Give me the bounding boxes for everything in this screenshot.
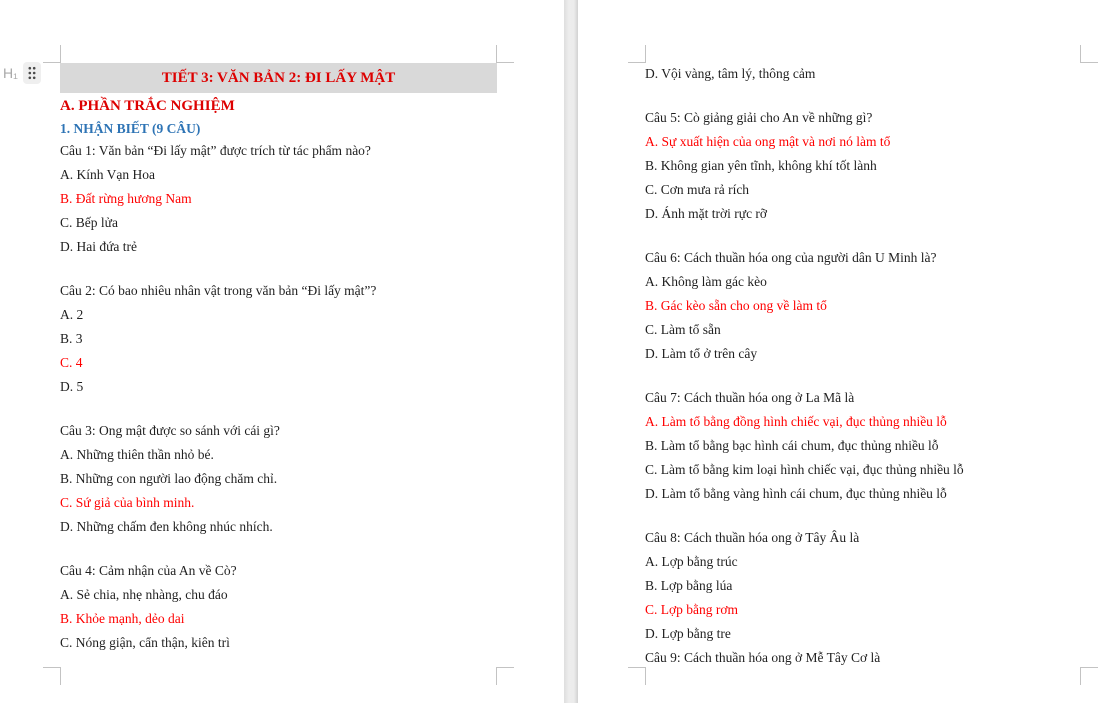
answer-option: D. Làm tổ bằng vàng hình cái chum, đục thủng nhiều lỗ — [645, 486, 947, 501]
answer-option-correct: C. 4 — [60, 355, 83, 370]
paragraph-gap — [645, 366, 1081, 386]
question-text: Câu 6: Cách thuần hóa ong của người dân U Minh là? — [645, 250, 937, 265]
answer-option: D. Ánh mặt trời rực rỡ — [645, 206, 768, 221]
crop-mark-page2-bottom-right — [1080, 667, 1098, 685]
paragraph-gap — [645, 226, 1081, 246]
answer-option-correct: C. Lợp bằng rơm — [645, 602, 739, 617]
answer-option: D. 5 — [60, 379, 84, 394]
answer-option: C. Làm tổ bằng kim loại hình chiếc vại, đục thủng nhiều lỗ — [645, 462, 964, 477]
paragraph-gap — [60, 259, 497, 279]
answer-option: C. Làm tổ sẵn — [645, 322, 721, 337]
paragraph-gap — [645, 506, 1081, 526]
crop-mark-page1-bottom-left — [43, 667, 61, 685]
answer-option: A. Không làm gác kèo — [645, 274, 767, 289]
question-text: Câu 7: Cách thuần hóa ong ở La Mã là — [645, 390, 855, 405]
question-text: Câu 2: Có bao nhiêu nhân vật trong văn bản “Đi lấy mật”? — [60, 283, 377, 298]
question-text: Câu 3: Ong mật được so sánh với cái gì? — [60, 423, 280, 438]
crop-mark-page1-top-right — [496, 45, 514, 63]
section-heading: A. PHẦN TRẮC NGHIỆM — [60, 98, 235, 114]
crop-mark-page2-top-left — [628, 45, 646, 63]
crop-mark-page1-top-left — [43, 45, 61, 63]
document-title: TIẾT 3: VĂN BẢN 2: ĐI LẤY MẬT — [60, 63, 497, 93]
answer-option: D. Làm tổ ở trên cây — [645, 346, 758, 361]
question-text: Câu 9: Cách thuần hóa ong ở Mễ Tây Cơ là — [645, 650, 881, 665]
page-1-lines — [60, 93, 497, 655]
subsection-heading: 1. NHẬN BIẾT (9 CÂU) — [60, 121, 201, 136]
paragraph-gap — [645, 86, 1081, 106]
drag-handle[interactable] — [23, 62, 41, 84]
answer-option: B. Không gian yên tĩnh, không khí tốt lành — [645, 158, 877, 173]
answer-option-correct: B. Gác kèo sẵn cho ong về làm tổ — [645, 298, 827, 313]
answer-option: B. Làm tổ bằng bạc hình cái chum, đục thủng nhiều lỗ — [645, 438, 939, 453]
page-1-text-area[interactable] — [60, 63, 497, 655]
crop-mark-page2-top-right — [1080, 45, 1098, 63]
paragraph-gap — [60, 399, 497, 419]
answer-option: B. Lợp bằng lúa — [645, 578, 733, 593]
page-2-lines — [645, 62, 1081, 670]
crop-mark-page2-bottom-left — [628, 667, 646, 685]
page-gap-divider — [564, 0, 578, 703]
answer-option: A. Kính Vạn Hoa — [60, 167, 155, 182]
question-text: Câu 1: Văn bản “Đi lấy mật” được trích từ tác phẩm nào? — [60, 143, 371, 158]
answer-option-correct: C. Sứ giả của bình minh. — [60, 495, 195, 510]
question-text: Câu 8: Cách thuần hóa ong ở Tây Âu là — [645, 530, 860, 545]
answer-option: D. Lợp bằng tre — [645, 626, 731, 641]
question-text: Câu 5: Cò giảng giải cho An về những gì? — [645, 110, 873, 125]
answer-option-correct: B. Khỏe mạnh, dẻo dai — [60, 611, 185, 626]
answer-option-correct: B. Đất rừng hương Nam — [60, 191, 192, 206]
answer-option-correct: A. Làm tổ bằng đồng hình chiếc vại, đục thủng nhiều lỗ — [645, 414, 947, 429]
answer-option: D. Những chấm đen không nhúc nhích. — [60, 519, 273, 534]
answer-option: D. Vội vàng, tâm lý, thông cảm — [645, 66, 816, 81]
answer-option-correct: A. Sự xuất hiện của ong mật và nơi nó làm tổ — [645, 134, 891, 149]
answer-option: C. Bếp lửa — [60, 215, 118, 230]
crop-mark-page1-bottom-right — [496, 667, 514, 685]
answer-option: C. Cơn mưa rả rích — [645, 182, 750, 197]
page-2-text-area[interactable] — [645, 62, 1081, 670]
answer-option: A. 2 — [60, 307, 84, 322]
answer-option: C. Nóng giận, cẩn thận, kiên trì — [60, 635, 230, 650]
question-text: Câu 4: Cảm nhận của An về Cò? — [60, 563, 237, 578]
heading-level-indicator: H₁ — [3, 65, 18, 81]
answer-option: A. Lợp bằng trúc — [645, 554, 738, 569]
answer-option: B. Những con người lao động chăm chỉ. — [60, 471, 278, 486]
answer-option: D. Hai đứa trẻ — [60, 239, 138, 254]
answer-option: A. Những thiên thần nhỏ bé. — [60, 447, 214, 462]
paragraph-gap — [60, 539, 497, 559]
answer-option: A. Sẻ chia, nhẹ nhàng, chu đáo — [60, 587, 228, 602]
answer-option: B. 3 — [60, 331, 83, 346]
drag-handle-icon — [27, 66, 37, 80]
block-controls — [3, 62, 41, 84]
